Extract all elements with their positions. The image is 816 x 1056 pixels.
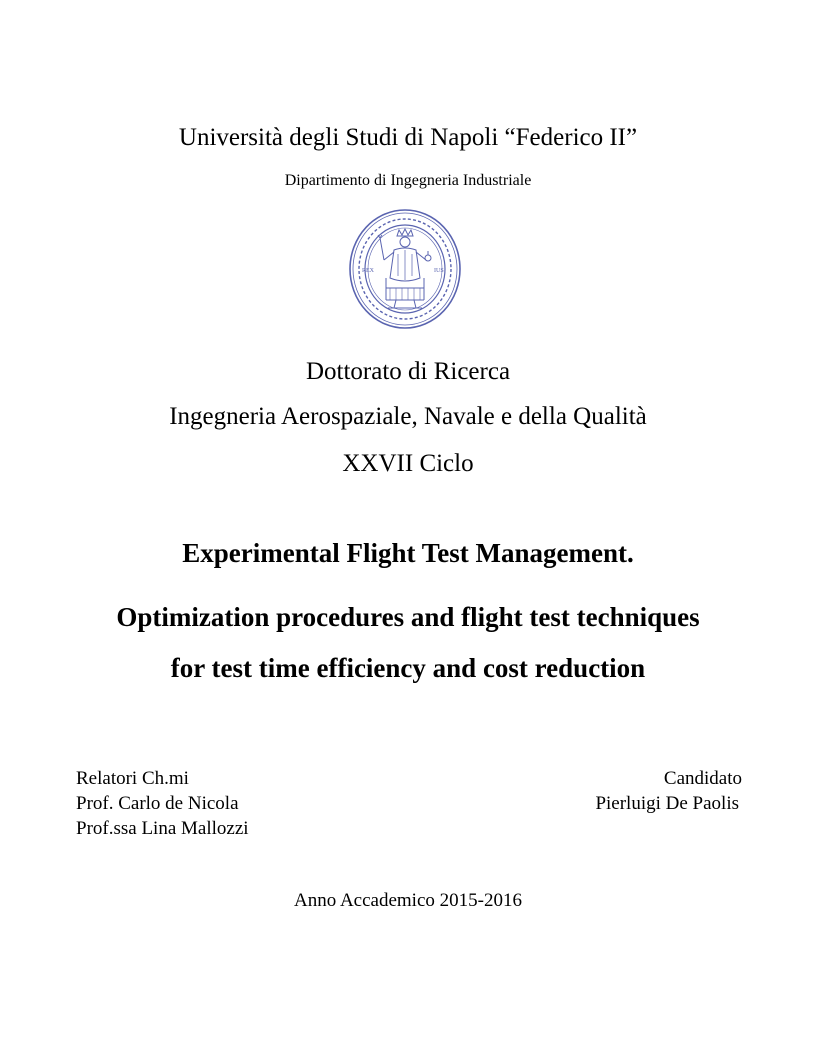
department-name: Dipartimento di Ingegneria Industriale	[284, 172, 532, 189]
supervisor-name: Prof. Carlo de Nicola	[76, 793, 239, 814]
thesis-title-line-2: Optimization procedures and flight test techniques	[116, 602, 700, 632]
supervisors-heading: Relatori Ch.mi	[76, 768, 189, 789]
candidate-heading: Candidato	[663, 768, 742, 789]
program-cycle: XXVII Ciclo	[342, 450, 474, 477]
university-name: Università degli Studi di Napoli “Federico II”	[178, 124, 638, 151]
candidate-block	[595, 766, 742, 816]
university-seal-icon	[348, 208, 462, 330]
supervisor-name: Prof.ssa Lina Mallozzi	[76, 818, 249, 839]
program-field: Ingegneria Aerospaziale, Navale e della Qualità	[169, 403, 647, 430]
thesis-title-line-1: Experimental Flight Test Management.	[182, 538, 634, 568]
doctorate-label: Dottorato di Ricerca	[305, 358, 511, 385]
academic-year: Anno Accademico 2015-2016	[294, 890, 522, 911]
thesis-title-line-3: for test time efficiency and cost reduction	[170, 653, 646, 683]
supervisors-block	[76, 766, 249, 841]
svg-text:IUS: IUS	[434, 268, 444, 274]
candidate-name: Pierluigi De Paolis	[595, 793, 739, 814]
svg-text:REX: REX	[362, 268, 374, 274]
